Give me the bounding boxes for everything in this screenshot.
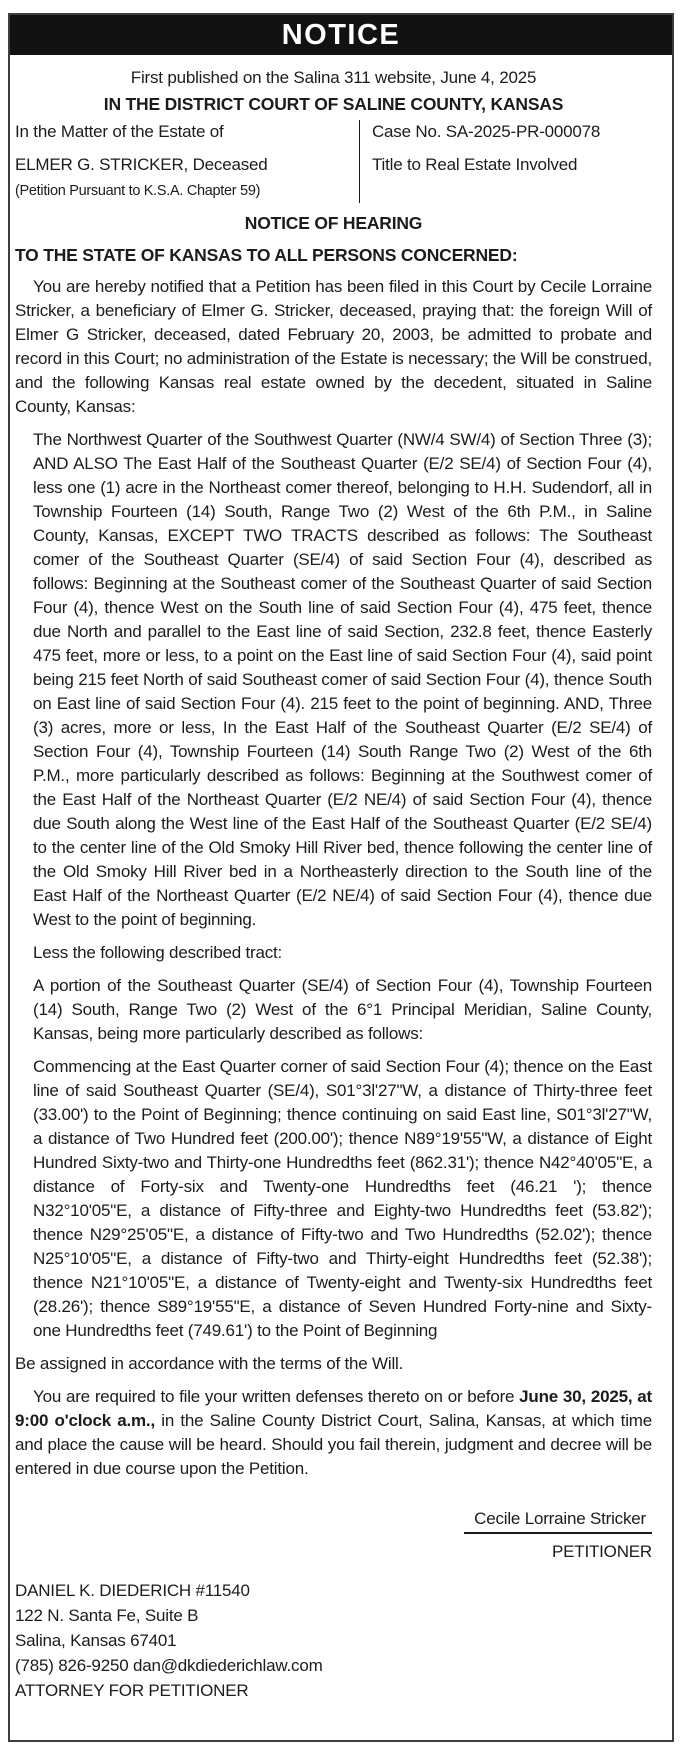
estate-matter-line: In the Matter of the Estate of <box>15 122 224 141</box>
case-caption-left <box>15 120 359 203</box>
notice-title-bar <box>10 15 672 55</box>
case-caption-table <box>15 120 652 203</box>
decedent-name-line: ELMER G. STRICKER, Deceased <box>15 155 268 174</box>
notice-box <box>8 13 674 1742</box>
portion-paragraph: A portion of the Southeast Quarter (SE/4) of Section Four (4), Township Fourteen (14) South, Range Two (2) West of the 6°1 Principal Meridian, Saline County, Kansas, being more particularly described as follows: <box>33 976 652 1043</box>
petitioner-role-label: PETITIONER <box>551 1542 652 1561</box>
attorney-address-line: 122 N. Santa Fe, Suite B <box>15 1606 199 1625</box>
petition-statute-line: (Petition Pursuant to K.S.A. Chapter 59) <box>15 183 261 199</box>
attorney-city-line: Salina, Kansas 67401 <box>15 1631 177 1650</box>
notice-content <box>10 55 672 1717</box>
attorney-name-line: DANIEL K. DIEDERICH #11540 <box>15 1581 250 1600</box>
defenses-paragraph <box>15 1385 652 1481</box>
attorney-role-line: ATTORNEY FOR PETITIONER <box>15 1681 249 1700</box>
petition-paragraph: You are hereby notified that a Petition has been filed in this Court by Cecile Lorraine Stricker, a beneficiary of Elmer G. Stricker, deceased, praying that: the foreign Will of Elmer G Stricker, deceased, dated February 20, 2003, be admitted to probate and record in this Court; no administration of the Estate is necessary; the Will be construed, and the following Kansas real estate owned by the decedent, situated in Saline County, Kansas: <box>15 277 652 416</box>
notice-title: NOTICE <box>281 18 401 51</box>
court-heading: IN THE DISTRICT COURT OF SALINE COUNTY, KANSAS <box>103 94 564 114</box>
attorney-block <box>15 1578 652 1703</box>
notice-of-hearing-heading: NOTICE OF HEARING <box>244 213 423 233</box>
first-published-line: First published on the Salina 311 website, June 4, 2025 <box>130 68 537 87</box>
real-estate-line: Title to Real Estate Involved <box>371 155 578 174</box>
case-caption-right <box>359 120 652 203</box>
less-tract-line: Less the following described tract: <box>33 943 283 962</box>
petitioner-signature-name: Cecile Lorraine Stricker <box>464 1507 652 1534</box>
assigned-line: Be assigned in accordance with the terms of the Will. <box>15 1354 404 1373</box>
signature-block <box>15 1507 652 1534</box>
tract-description-paragraph: The Northwest Quarter of the Southwest Quarter (NW/4 SW/4) of Section Three (3); AND ALSO The East Half of the Southeast Quarter (E/2 SE/4) of Section Four (4), less one (1) acre in the Northeast comer thereof, belonging to H.H. Sudendorf, all in Township Fourteen (14) South, Range Two (2) West of the 6th P.M., in Saline County, Kansas, EXCEPT TWO TRACTS described as follows: The Southeast comer of the Southeast Quarter (SE/4) of said Section Four (4), described as follows: Beginning at the Southeast comer of the Southeast Quarter of said Section Four (4), thence West on the South line of said Section Four (4), 475 feet, thence due North and parallel to the East line of said Section, 232.8 feet, thence Easterly 475 feet, more or less, to a point on the East line of said Section Four (4), said point being 215 feet North of said Southeast comer of said Section Four (4), thence South on East line of said Section Four (4). 215 feet to the point of beginning. AND, Three (3) acres, more or less, In the East Half of the Southeast Quarter (E/2 SE/4) of Section Four (4), Township Fourteen (14) South Range Two (2) West of the 6th P.M., more particularly described as follows: Beginning at the Southwest comer of the East Half of the Northeast Quarter (E/2 NE/4) of said Section Four (4), thence due South along the West line of the East Half of the Southeast Quarter (E/2 SE/4) to the center line of the Old Smoky Hill River bed, thence following the center line of the Old Smoky Hill River bed in a Northeasterly direction to the South line of the East Half of the Northeast Quarter (E/2 NE/4) of said Section Four (4), thence due West to the point of beginning. <box>33 430 652 929</box>
salutation-line: TO THE STATE OF KANSAS TO ALL PERSONS CONCERNED: <box>15 245 518 265</box>
defenses-text-pre: You are required to file your written defenses thereto on or before <box>33 1387 520 1406</box>
commencing-paragraph: Commencing at the East Quarter corner of said Section Four (4); thence on the East line of said Southeast Quarter (SE/4), S01°3l'27"W, a distance of Thirty-three feet (33.00') to the Point of Beginning; thence continuing on said East line, S01°3l'27"W, a distance of Two Hundred feet (200.00'); thence N89°19'55"W, a distance of Eight Hundred Sixty-two and Thirty-one Hundredths feet (862.31'); thence N42°40'05"E, a distance of Forty-six and Twenty-one Hundredths feet (46.21 '); thence N32°10'05"E, a distance of Fifty-three and Eighty-two Hundredths feet (53.82'); thence N29°25'05"E, a distance of Fifty-two and Two Hundredths (52.02'); thence N25°10'05"E, a distance of Fifty-two and Thirty-eight Hundredths feet (52.38'); thence N21°10'05"E, a distance of Twenty-eight and Twenty-six Hundredths feet (28.26'); thence S89°19'55"E, a distance of Seven Hundred Forty-nine and Sixty-one Hundredths feet (749.61') to the Point of Beginning <box>33 1057 652 1340</box>
attorney-phone-email-line: (785) 826-9250 dan@dkdiederichlaw.com <box>15 1656 323 1675</box>
defenses-text-post: in the Saline County District Court, Salina, Kansas, at which time and place the cause will be heard. Should you fail therein, judgment and decree will be entered in due course upon the Petition. <box>15 1411 652 1478</box>
case-number-line: Case No. SA-2025-PR-000078 <box>371 122 601 141</box>
hearing-date-bold: June 30, 2025, at 9:00 o'clock a.m., <box>15 1387 652 1430</box>
